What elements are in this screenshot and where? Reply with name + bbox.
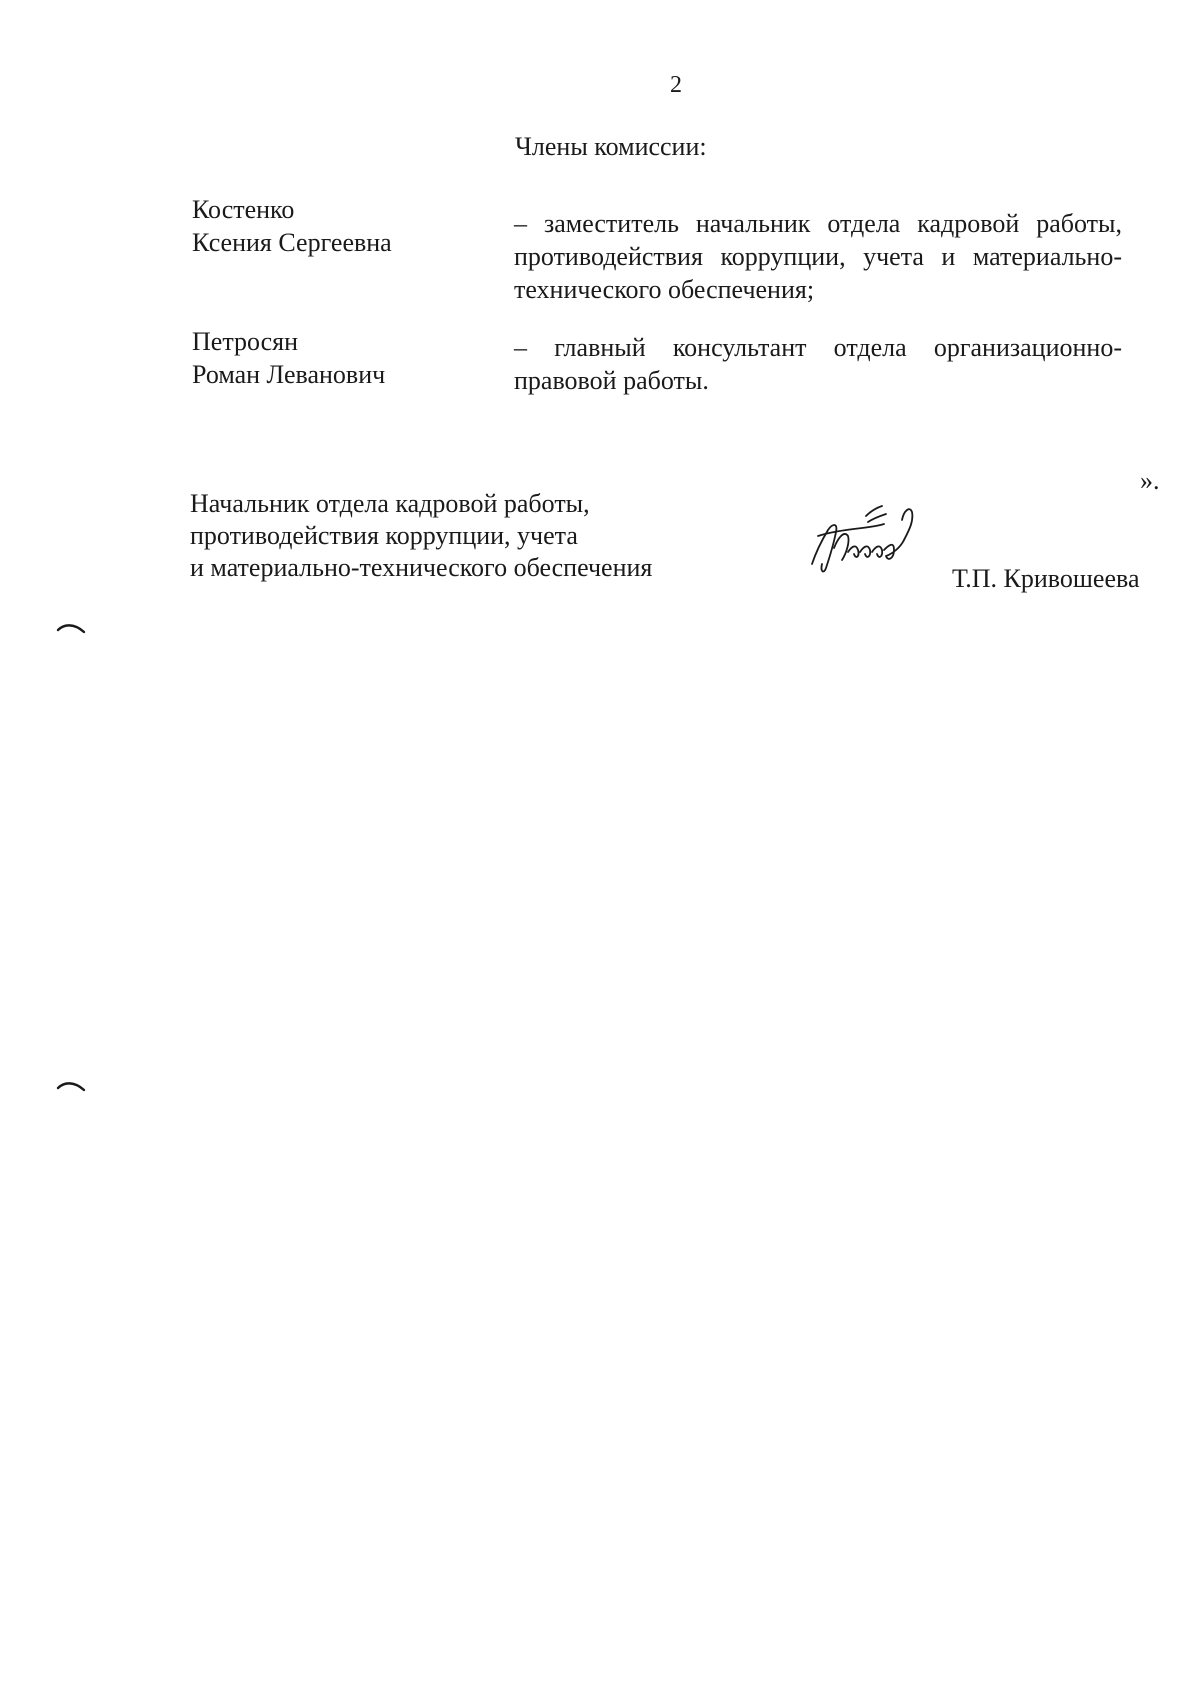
page-number: 2 [670, 72, 682, 98]
member-role: – главный консультант отдела организационно-правовой работы. [514, 333, 1122, 395]
member-given-names: Ксения Сергеевна [192, 228, 392, 257]
signer-title-line: и материально-технического обеспечения [190, 553, 653, 582]
section-heading: Члены комиссии: [515, 132, 707, 161]
member-name [192, 193, 492, 259]
signer-title [190, 488, 750, 584]
member-surname: Костенко [192, 195, 295, 224]
signer-title-line: противодействия коррупции, учета [190, 521, 578, 550]
handwritten-signature-icon [808, 502, 928, 582]
member-role: – заместитель начальник отдела кадровой работы, противодействия коррупции, учета и материально-технического обеспечения; [514, 209, 1122, 304]
signer-title-line: Начальник отдела кадровой работы, [190, 489, 590, 518]
member-surname: Петросян [192, 327, 299, 356]
signer-name: Т.П. Кривошеева [952, 564, 1140, 593]
binder-punch-mark-icon [56, 1078, 86, 1094]
member-given-names: Роман Леванович [192, 360, 386, 389]
closing-quote: ». [1140, 466, 1160, 495]
binder-punch-mark-icon [56, 620, 86, 636]
member-name [192, 325, 492, 391]
